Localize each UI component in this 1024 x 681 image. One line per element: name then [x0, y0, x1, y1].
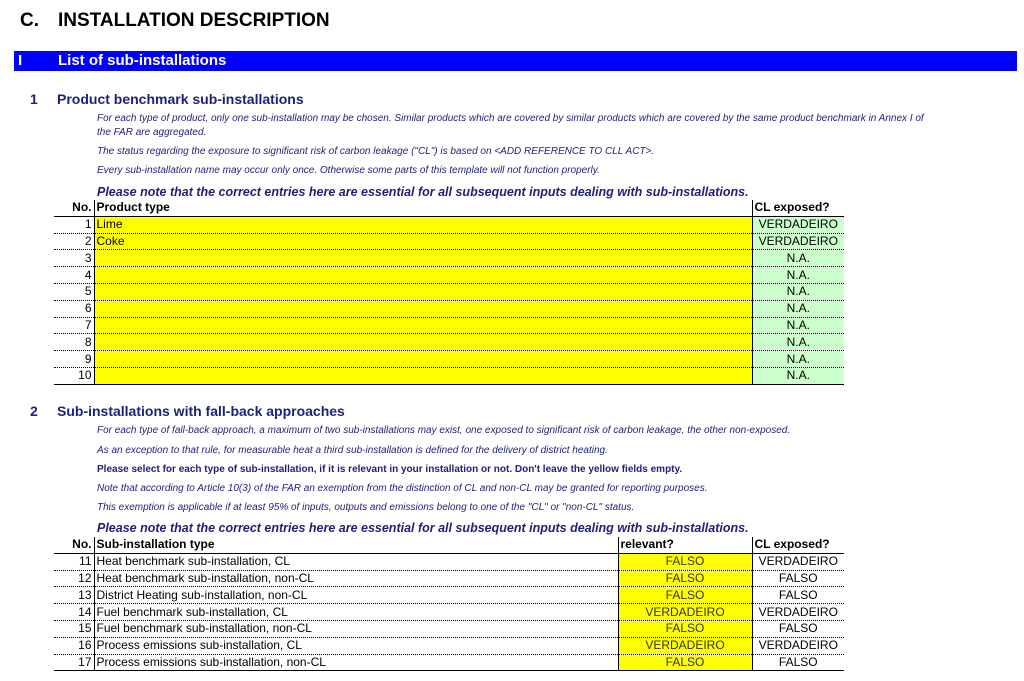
part2-note-2: As an exception to that rule, for measurable heat a third sub-installation is defined for the delivery of district heating.	[97, 445, 608, 456]
row-number: 8	[54, 334, 94, 351]
table-row	[54, 367, 844, 384]
table-row	[54, 267, 844, 284]
part2-note-1: For each type of fall-back approach, a maximum of two sub-installations may exist, one exposed to significant risk of carbon leakage, the other non-exposed.	[97, 425, 791, 436]
relevant-select[interactable]: VERDADEIRO	[618, 604, 752, 621]
product-type-input[interactable]	[94, 317, 752, 334]
cl-exposed-value: N.A.	[752, 334, 844, 351]
row-number: 2	[54, 233, 94, 250]
product-type-input[interactable]	[94, 267, 752, 284]
part1-heading	[30, 91, 304, 107]
column-header-cl-exposed: CL exposed?	[752, 200, 844, 216]
row-number: 17	[54, 654, 94, 671]
table-row	[54, 570, 844, 587]
product-type-input[interactable]: Coke	[94, 233, 752, 250]
table-row	[54, 637, 844, 654]
cl-exposed-value: N.A.	[752, 267, 844, 284]
row-number: 11	[54, 553, 94, 570]
table-row	[54, 654, 844, 671]
relevant-select[interactable]: FALSO	[618, 587, 752, 604]
cl-exposed-value: N.A.	[752, 317, 844, 334]
banner-roman: I	[18, 52, 23, 69]
row-number: 14	[54, 604, 94, 621]
subinstallation-type-label: Process emissions sub-installation, CL	[94, 637, 618, 654]
table-row	[54, 604, 844, 621]
fallback-subinstallation-table	[54, 537, 844, 671]
column-header-product-type: Product type	[94, 200, 752, 216]
part1-note-2: The status regarding the exposure to significant risk of carbon leakage ("CL") is based on <ADD REFERENCE TO CLL ACT>.	[97, 146, 655, 157]
product-benchmark-table	[54, 200, 844, 385]
subinstallation-type-label: Heat benchmark sub-installation, CL	[94, 553, 618, 570]
row-number: 6	[54, 300, 94, 317]
column-header-no: No.	[54, 537, 94, 553]
table-row	[54, 317, 844, 334]
column-header-subinstallation-type: Sub-installation type	[94, 537, 618, 553]
cl-exposed-value: VERDADEIRO	[752, 553, 844, 570]
part2-number: 2	[30, 403, 38, 419]
table-row	[54, 216, 844, 233]
row-number: 16	[54, 637, 94, 654]
cl-exposed-value: VERDADEIRO	[752, 216, 844, 233]
part1-note-1a: For each type of product, only one sub-installation may be chosen. Similar products which are covered by similar products which are covered by the same product benchmark in Annex I of	[97, 113, 924, 124]
product-type-input[interactable]	[94, 250, 752, 267]
row-number: 13	[54, 587, 94, 604]
row-number: 9	[54, 351, 94, 368]
cl-exposed-value: N.A.	[752, 367, 844, 384]
relevant-select[interactable]: FALSO	[618, 570, 752, 587]
section-banner	[14, 51, 1017, 71]
section-title	[20, 10, 330, 32]
row-number: 1	[54, 216, 94, 233]
table-row	[54, 587, 844, 604]
table-row	[54, 553, 844, 570]
part2-title: Sub-installations with fall-back approaches	[57, 403, 345, 419]
cl-exposed-value: N.A.	[752, 351, 844, 368]
part2-note-4: Note that according to Article 10(3) of the FAR an exemption from the distinction of CL and non-CL may be granted for reporting purposes.	[97, 483, 708, 494]
product-type-input[interactable]: Lime	[94, 216, 752, 233]
column-header-no: No.	[54, 200, 94, 216]
row-number: 10	[54, 367, 94, 384]
cl-exposed-value: FALSO	[752, 587, 844, 604]
section-letter: C.	[20, 10, 39, 31]
row-number: 12	[54, 570, 94, 587]
relevant-select[interactable]: FALSO	[618, 553, 752, 570]
product-type-input[interactable]	[94, 300, 752, 317]
cl-exposed-value: N.A.	[752, 300, 844, 317]
table-row	[54, 250, 844, 267]
column-header-relevant: relevant?	[618, 537, 752, 553]
subinstallation-type-label: District Heating sub-installation, non-CL	[94, 587, 618, 604]
relevant-select[interactable]: FALSO	[618, 654, 752, 671]
row-number: 3	[54, 250, 94, 267]
cl-exposed-value: FALSO	[752, 654, 844, 671]
table-header-row	[54, 200, 844, 216]
table-header-row	[54, 537, 844, 553]
subinstallation-type-label: Heat benchmark sub-installation, non-CL	[94, 570, 618, 587]
subinstallation-type-label: Fuel benchmark sub-installation, CL	[94, 604, 618, 621]
banner-title: List of sub-installations	[58, 52, 227, 69]
cl-exposed-value: VERDADEIRO	[752, 604, 844, 621]
cl-exposed-value: VERDADEIRO	[752, 637, 844, 654]
cl-exposed-value: FALSO	[752, 570, 844, 587]
section-title-text: INSTALLATION DESCRIPTION	[58, 10, 330, 31]
cl-exposed-value: N.A.	[752, 283, 844, 300]
table-row	[54, 233, 844, 250]
product-type-input[interactable]	[94, 367, 752, 384]
part1-note-1b: the FAR are aggregated.	[97, 127, 207, 138]
product-type-input[interactable]	[94, 334, 752, 351]
row-number: 15	[54, 620, 94, 637]
cl-exposed-value: N.A.	[752, 250, 844, 267]
relevant-select[interactable]: VERDADEIRO	[618, 637, 752, 654]
table-row	[54, 283, 844, 300]
cl-exposed-value: FALSO	[752, 620, 844, 637]
product-type-input[interactable]	[94, 283, 752, 300]
subinstallation-type-label: Fuel benchmark sub-installation, non-CL	[94, 620, 618, 637]
subinstallation-type-label: Process emissions sub-installation, non-CL	[94, 654, 618, 671]
part2-warning: Please note that the correct entries here are essential for all subsequent inputs dealing with sub-installations.	[97, 521, 749, 535]
cl-exposed-value: VERDADEIRO	[752, 233, 844, 250]
part2-note-5: This exemption is applicable if at least 95% of inputs, outputs and emissions belong to one of the "CL" or "non-CL" status.	[97, 502, 635, 513]
product-type-input[interactable]	[94, 351, 752, 368]
table-row	[54, 351, 844, 368]
table-row	[54, 300, 844, 317]
table-row	[54, 620, 844, 637]
relevant-select[interactable]: FALSO	[618, 620, 752, 637]
column-header-cl-exposed: CL exposed?	[752, 537, 844, 553]
row-number: 4	[54, 267, 94, 284]
part1-note-3: Every sub-installation name may occur only once. Otherwise some parts of this template will not function properly.	[97, 165, 600, 176]
part2-heading	[30, 403, 345, 419]
part1-title: Product benchmark sub-installations	[57, 91, 304, 107]
table-row	[54, 334, 844, 351]
row-number: 7	[54, 317, 94, 334]
part2-note-3: Please select for each type of sub-installation, if it is relevant in your installation or not. Don't leave the yellow fields empty.	[97, 464, 683, 475]
row-number: 5	[54, 283, 94, 300]
part1-warning: Please note that the correct entries here are essential for all subsequent inputs dealing with sub-installations.	[97, 185, 749, 199]
part1-number: 1	[30, 91, 38, 107]
